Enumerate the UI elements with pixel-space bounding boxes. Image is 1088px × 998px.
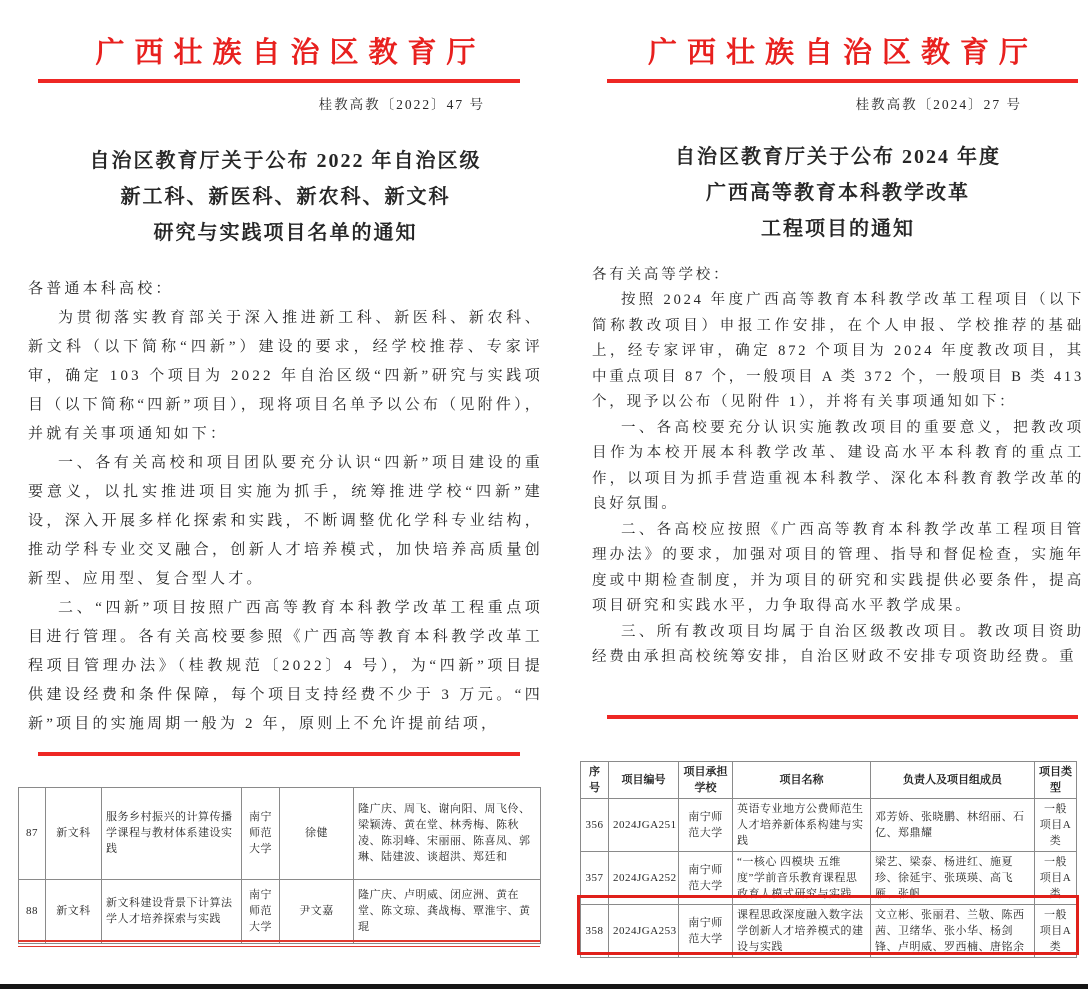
cell-seq: 357 [581,851,609,904]
cell-seq: 358 [581,904,609,957]
cell-members: 邓芳娇、张晓鹏、林绍丽、石亿、郑鼎耀 [871,798,1035,851]
table-row [581,851,1077,904]
header-code: 项目编号 [609,761,679,798]
document-number: 桂教高教〔2022〕47 号 [318,96,485,112]
body-paragraph: 三、所有教改项目均属于自治区级教改项目。教改项目资助经费由承担高校统筹安排，自治区财政不安排专项资助经费。重 [592,623,1084,666]
cell-project-name: 新文科建设背景下计算法学人才培养探索与实践 [102,879,242,943]
body-paragraph: 二、各高校应按照《广西高等教育本科教学改革工程项目管理办法》的要求，加强对项目的管理、指导和督促检查，实施年度或中期检查制度，并为项目的研究和实践提供必要条件，提高项目研究和实践水平，力争取得高水平教学成果。 [592,521,1084,615]
cell-members: 文立彬、张丽君、兰敬、陈西茜、卫绪华、张小华、杨剑锋、卢明威、罗西楠、唐铭余 [871,904,1035,957]
cell-leader: 尹文嘉 [280,879,354,943]
header-members: 负责人及项目组成员 [871,761,1035,798]
cell-school: 南宁师范大学 [679,851,733,904]
cell-school: 南宁师范大学 [679,798,733,851]
cell-project-name: 英语专业地方公费师范生人才培养新体系构建与实践 [733,798,871,851]
body-paragraph: 按照 2024 年度广西高等教育本科教学改革工程项目（以下简称教改项目）申报工作安排，在个人申报、学校推荐的基础上，经专家评审，确定 872 个项目为 2024 年度教改项目，其中重点项目 87 个，一般项目 A 类 372 个，一般项目 B 类 413 个，现予以公布（见附件 1），并将有关事项通知如下： [592,292,1084,411]
cell-members: 隆广庆、卢明威、闭应洲、黄在堂、陈文琼、龚战梅、覃淮宇、黄琨 [354,879,541,943]
header-rule [607,79,1078,83]
title-line-3: 研究与实践项目名单的通知 [153,221,418,244]
cell-school: 南宁师范大学 [242,787,280,879]
notice-body [592,263,1084,671]
agency-title: 广西壮族自治区教育厅 [647,37,1038,69]
header-rule [38,79,520,83]
section-rule [38,752,520,756]
title-line-3: 工程项目的通知 [761,217,915,240]
cell-type: 一般项目A类 [1035,904,1077,957]
cell-leader: 徐健 [280,787,354,879]
cell-type: 一般项目A类 [1035,851,1077,904]
cell-category: 新文科 [46,787,102,879]
cell-category: 新文科 [46,879,102,943]
cell-code: 2024JGA252 [609,851,679,904]
table-row [19,787,541,879]
cell-seq: 356 [581,798,609,851]
project-table-2024 [580,761,1076,958]
header-name: 项目名称 [733,761,871,798]
section-rule [607,715,1078,719]
cell-members: 隆广庆、周飞、谢向阳、周飞伶、梁颖涛、黄在堂、林秀梅、陈秋凌、陈羽峰、宋丽丽、陈喜凤、郭琳、陆建波、谈超洪、郑廷和 [354,787,541,879]
body-paragraph: 二、“四新”项目按照广西高等教育本科教学改革工程重点项目进行管理。各有关高校要参照《广西高等教育本科教学改革工程项目管理办法》（桂教规范〔2022〕4 号），为“四新”项目提供建设经费和条件保障，每个项目支持经费不少于 3 万元。“四新”项目的实施周期一般为 2 年，原则上不允许提前结项， [28,599,543,732]
salutation: 各普通本科高校： [28,280,174,297]
red-double-underline [18,940,540,947]
notice-body [28,275,543,739]
body-paragraph: 一、各有关高校和项目团队要充分认识“四新”项目建设的重要意义，以扎实推进项目实施为抓手，统筹推进学校“四新”建设，深入开展多样化探索和实践，不断调整优化学科专业结构，推动学科专业交叉融合，创新人才培养模式，加快培养高质量创新型、应用型、复合型人才。 [28,454,543,587]
notice-title [592,139,1084,247]
cell-project-name: “一核心 四模块 五维度”学前音乐教育课程思政育人模式研究与实践 [733,851,871,904]
cell-seq: 87 [19,787,46,879]
cell-code: 2024JGA253 [609,904,679,957]
cell-code: 2024JGA251 [609,798,679,851]
cell-school: 南宁师范大学 [242,879,280,943]
title-line-1: 自治区教育厅关于公布 2024 年度 [675,145,1001,168]
cell-members: 梁艺、梁泰、杨进红、施夏珍、徐延宇、张瑛瑛、高飞雁、张帆 [871,851,1035,904]
document-number: 桂教高教〔2024〕27 号 [855,96,1022,112]
project-table-2022 [18,787,540,944]
bottom-divider-line [0,984,1088,989]
title-line-1: 自治区教育厅关于公布 2022 年自治区级 [89,149,482,172]
agency-title: 广西壮族自治区教育厅 [95,37,486,69]
cell-project-name: 服务乡村振兴的计算传播学课程与教材体系建设实践 [102,787,242,879]
document-2024-notice [585,0,1084,998]
document-2022-notice [28,0,543,998]
title-line-2: 新工科、新医科、新农科、新文科 [120,185,451,208]
cell-school: 南宁师范大学 [679,904,733,957]
body-paragraph: 一、各高校要充分认识实施教改项目的重要意义，把教改项目作为本校开展本科教学改革、建设高水平本科教育的重点工作，以项目为抓手营造重视本科教学、深化本科教育教学改革的良好氛围。 [592,419,1084,513]
salutation: 各有关高等学校： [592,266,731,283]
cell-type: 一般项目A类 [1035,798,1077,851]
notice-title [28,143,543,251]
cell-project-name: 课程思政深度融入数字法学创新人才培养模式的建设与实践 [733,904,871,957]
title-line-2: 广西高等教育本科教学改革 [706,181,970,204]
cell-seq: 88 [19,879,46,943]
header-seq: 序号 [581,761,609,798]
table-row-highlighted [581,904,1077,957]
table-header-row [581,761,1077,798]
table-row [581,798,1077,851]
body-paragraph: 为贯彻落实教育部关于深入推进新工科、新医科、新农科、新文科（以下简称“四新”）建设的要求，经学校推荐、专家评审，确定 103 个项目为 2022 年自治区级“四新”研究与实践项目（以下简称“四新”项目），现将项目名单予以公布（见附件），并就有关事项通知如下： [28,309,543,442]
table-row [19,879,541,943]
header-school: 项目承担学校 [679,761,733,798]
header-type: 项目类型 [1035,761,1077,798]
